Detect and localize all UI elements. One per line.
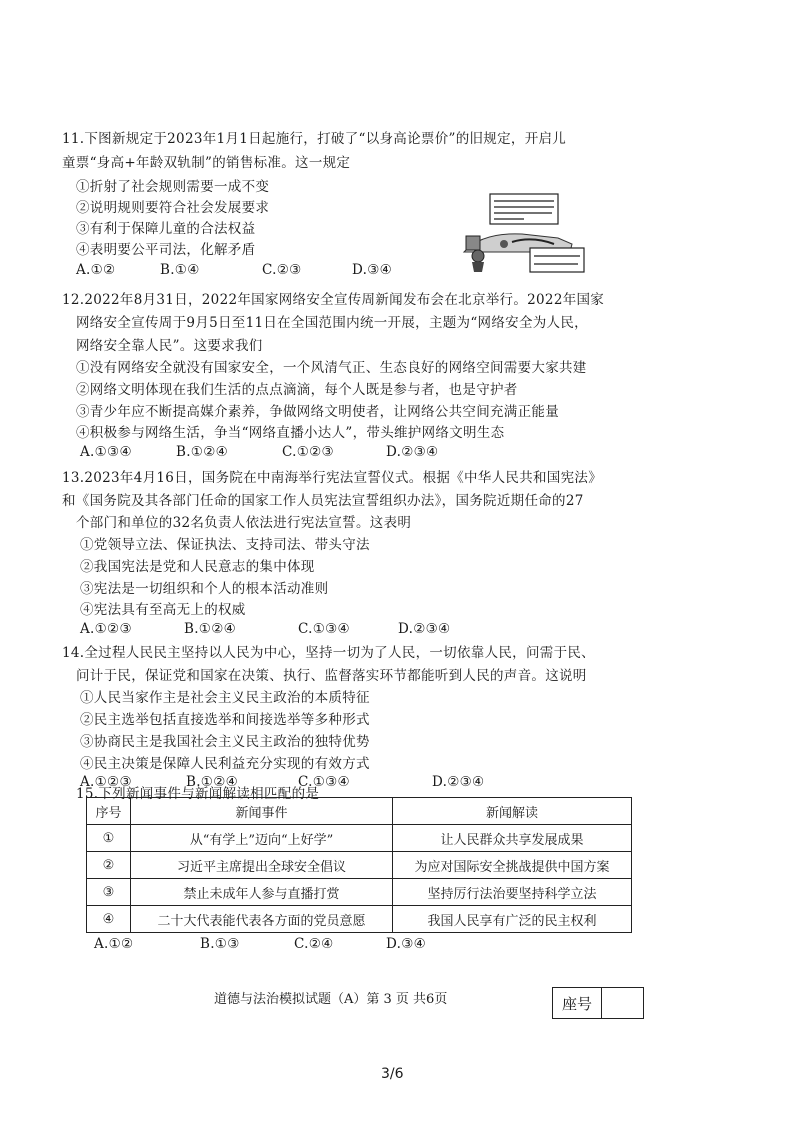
q12-stem-line2: 网络安全宣传周于9月5日至11日在全国范围内统一开展，主题为“网络安全为人民， bbox=[76, 315, 588, 331]
q12-option-a[interactable]: A.①③④ bbox=[80, 444, 132, 460]
seat-number-label: 座号 bbox=[553, 988, 602, 1018]
row-event: 习近平主席提出全球安全倡议 bbox=[131, 852, 393, 879]
q11-stem-line2: 童票“身高+年龄双轨制”的销售标准。这一规定 bbox=[62, 155, 351, 171]
q13-stem-line3: 个部门和单位的32名负责人依法进行宪法宣誓。这表明 bbox=[76, 515, 412, 531]
q13-option-b[interactable]: B.①②④ bbox=[184, 621, 237, 637]
row-index: ② bbox=[87, 852, 131, 879]
q12-option-c[interactable]: C.①②③ bbox=[282, 444, 334, 460]
row-event: 禁止未成年人参与直播打赏 bbox=[131, 879, 393, 906]
row-index: ③ bbox=[87, 879, 131, 906]
row-event: 从“有学上”迈向“上好学” bbox=[131, 825, 393, 852]
q13-option-a[interactable]: A.①②③ bbox=[80, 621, 132, 637]
q14-stem-line2: 问计于民，保证党和国家在决策、执行、监督落实环节都能听到人民的声音。这说明 bbox=[76, 668, 587, 684]
q11-option-b[interactable]: B.①④ bbox=[160, 262, 200, 278]
q11-statement-4: ④表明要公平司法，化解矛盾 bbox=[76, 242, 256, 258]
news-table bbox=[86, 797, 632, 933]
q12-stem-line1: 12.2022年8月31日，2022年国家网络安全宣传周新闻发布会在北京举行。2022年国家 bbox=[62, 292, 605, 308]
q14-statement-2: ②民主选举包括直接选举和间接选举等多种形式 bbox=[80, 712, 370, 728]
q13-stem-line2: 和《国务院及其各部门任命的国家工作人员宪法宣誓组织办法》，国务院近期任命的27 bbox=[62, 493, 584, 509]
q11-statement-3: ③有利于保障儿童的合法权益 bbox=[76, 221, 256, 237]
q14-option-b[interactable]: B.①②④ bbox=[186, 774, 239, 790]
row-event: 二十大代表能代表各方面的党员意愿 bbox=[131, 906, 393, 933]
q12-statement-4: ④积极参与网络生活，争当“网络直播小达人”，带头维护网络文明生态 bbox=[76, 425, 505, 441]
q14-statement-1: ①人民当家作主是社会主义民主政治的本质特征 bbox=[80, 690, 370, 706]
q12-statement-2: ②网络文明体现在我们生活的点点滴滴，每个人既是参与者，也是守护者 bbox=[76, 382, 518, 398]
q14-option-a[interactable]: A.①②③ bbox=[80, 774, 132, 790]
q11-option-c[interactable]: C.②③ bbox=[262, 262, 302, 278]
page-indicator: 3/6 bbox=[381, 1066, 404, 1082]
q13-statement-4: ④宪法具有至高无上的权威 bbox=[80, 602, 246, 618]
table-row bbox=[87, 825, 632, 852]
q14-option-d[interactable]: D.②③④ bbox=[432, 774, 485, 790]
q12-statement-3: ③青少年应不断提高媒介素养，争做网络文明使者，让网络公共空间充满正能量 bbox=[76, 404, 559, 420]
q11-option-d[interactable]: D.③④ bbox=[352, 262, 393, 278]
row-index: ① bbox=[87, 825, 131, 852]
seat-number-field[interactable] bbox=[602, 988, 643, 1018]
q12-stem-line3: 网络安全靠人民”。这要求我们 bbox=[76, 338, 263, 354]
header-news-interpretation: 新闻解读 bbox=[393, 798, 632, 825]
header-index: 序号 bbox=[87, 798, 131, 825]
q15-option-b[interactable]: B.①③ bbox=[200, 936, 240, 952]
q14-stem-line1: 14.全过程人民民主坚持以人民为中心，坚持一切为了人民，一切依靠人民，问需于民、 bbox=[62, 645, 595, 661]
table-row bbox=[87, 879, 632, 906]
row-interpretation: 坚持厉行法治要坚持科学立法 bbox=[393, 879, 632, 906]
q13-stem-line1: 13.2023年4月16日，国务院在中南海举行宪法宣誓仪式。根据《中华人民共和国宪法》 bbox=[62, 470, 602, 486]
seat-number-box bbox=[552, 987, 644, 1019]
news-table-header-row bbox=[87, 798, 632, 825]
table-row bbox=[87, 906, 632, 933]
q15-option-a[interactable]: A.①② bbox=[94, 936, 134, 952]
q13-option-c[interactable]: C.①③④ bbox=[298, 621, 350, 637]
q14-statement-4: ④民主决策是保障人民利益充分实现的有效方式 bbox=[80, 756, 370, 772]
q11-stem-line1: 11.下图新规定于2023年1月1日起施行，打破了“以身高论票价”的旧规定，开启儿 bbox=[62, 131, 567, 147]
q15-option-c[interactable]: C.②④ bbox=[294, 936, 334, 952]
row-index: ④ bbox=[87, 906, 131, 933]
q14-option-c[interactable]: C.①③④ bbox=[298, 774, 350, 790]
q15-option-d[interactable]: D.③④ bbox=[386, 936, 427, 952]
q11-statement-2: ②说明规则要符合社会发展要求 bbox=[76, 200, 270, 216]
header-news-event: 新闻事件 bbox=[131, 798, 393, 825]
page-footer: 道德与法治模拟试题（A）第 3 页 共6页 bbox=[214, 992, 448, 1007]
row-interpretation: 让人民群众共享发展成果 bbox=[393, 825, 632, 852]
q12-option-d[interactable]: D.②③④ bbox=[386, 444, 439, 460]
row-interpretation: 我国人民享有广泛的民主权利 bbox=[393, 906, 632, 933]
q12-option-b[interactable]: B.①②④ bbox=[176, 444, 229, 460]
q13-statement-3: ③宪法是一切组织和个人的根本活动准则 bbox=[80, 581, 329, 597]
q11-option-a[interactable]: A.①② bbox=[76, 262, 116, 278]
q15-stem: 15.下列新闻事件与新闻解读相匹配的是 bbox=[76, 786, 320, 802]
table-row bbox=[87, 852, 632, 879]
q12-statement-1: ①没有网络安全就没有国家安全，一个风清气正、生态良好的网络空间需要大家共建 bbox=[76, 360, 587, 376]
q13-statement-2: ②我国宪法是党和人民意志的集中体现 bbox=[80, 559, 315, 575]
q11-statement-1: ①折射了社会规则需要一成不变 bbox=[76, 179, 270, 195]
q13-option-d[interactable]: D.②③④ bbox=[398, 621, 451, 637]
row-interpretation: 为应对国际安全挑战提供中国方案 bbox=[393, 852, 632, 879]
train-ticket-cartoon bbox=[462, 192, 586, 274]
q13-statement-1: ①党领导立法、保证执法、支持司法、带头守法 bbox=[80, 537, 370, 553]
q14-statement-3: ③协商民主是我国社会主义民主政治的独特优势 bbox=[80, 734, 370, 750]
